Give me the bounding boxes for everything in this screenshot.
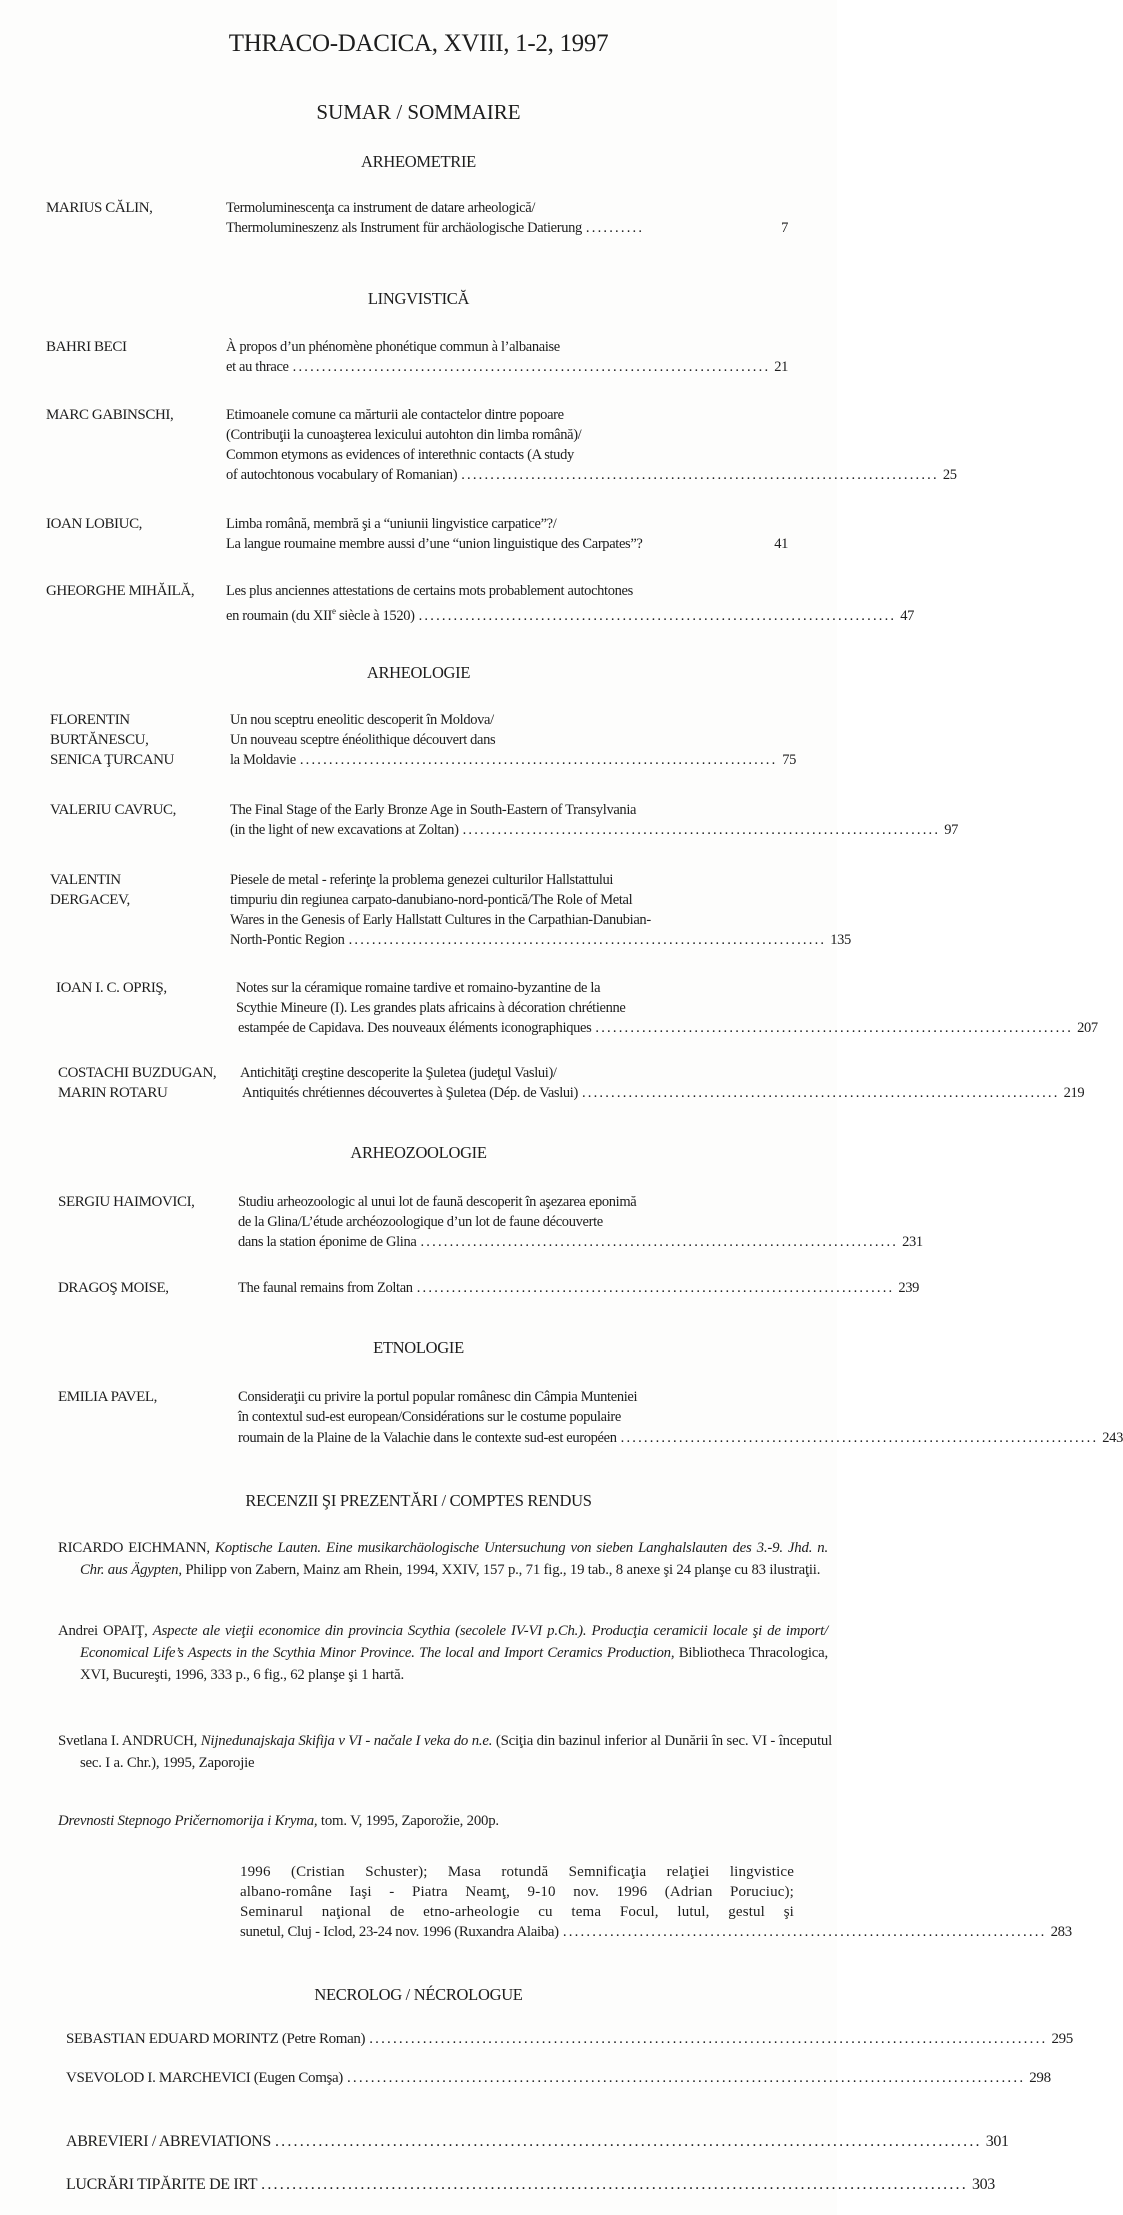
- entry-title-line: Un nou sceptru eneolitic descoperit în Moldova/: [230, 712, 494, 728]
- page-number: 301: [985, 2133, 1009, 2150]
- obituary-title: VSEVOLOD I. MARCHEVICI (Eugen Comşa): [66, 2070, 343, 2086]
- review-title: Drevnosti Stepnogo Pričernomorija i Kryma,: [58, 1813, 318, 1829]
- entry-title-line: roumain de la Plaine de la Valachie dans le contexte sud-est européen: [238, 1430, 617, 1446]
- entry-author: DRAGOŞ MOISE,: [58, 1280, 169, 1296]
- entry-author: SERGIU HAIMOVICI,: [58, 1194, 195, 1210]
- entry-title-line: Notes sur la céramique romaine tardive et romaino-byzantine de la: [236, 980, 601, 996]
- page-number: 21: [774, 359, 789, 375]
- review-entry[interactable]: [58, 1620, 828, 1686]
- entry-title-line: Les plus anciennes attestations de certains mots probablement autochtones: [226, 583, 633, 599]
- dot-leader: ..........: [585, 220, 645, 236]
- entry-author: COSTACHI BUZDUGAN,: [58, 1065, 217, 1081]
- continuation-line: 1996 (Cristian Schuster); Masa rotundă Semnificaţia relaţiei lingvistice: [240, 1864, 794, 1880]
- page-number: 25: [942, 467, 957, 483]
- page-number: 219: [1063, 1085, 1085, 1101]
- page-number: 303: [971, 2176, 995, 2193]
- section-heading-recenzii: RECENZII ŞI PREZENTĂRI / COMPTES RENDUS: [245, 1491, 592, 1510]
- entry-title-line: Limba română, membră şi a “uniunii lingvistice carpatice”?/: [226, 516, 557, 532]
- entry-title-last-line: [238, 1278, 920, 1298]
- page-number: 75: [782, 752, 796, 768]
- entry-title-line: Termoluminescenţa ca instrument de datare arheologică/: [226, 200, 536, 216]
- entry-title-line: Common etymons as evidences of interethnic contacts (A study: [226, 447, 574, 463]
- entry-title-line: dans la station éponime de Glina: [238, 1234, 417, 1250]
- entry-title-last-line: [226, 357, 788, 377]
- continuation-line: Seminarul naţional de etno-arheologie cu tema Focul, lutul, gestul şi: [240, 1904, 794, 1920]
- back-matter-entry[interactable]: [66, 2132, 1009, 2152]
- entry-author: BAHRI BECI: [46, 339, 127, 355]
- entry-author: VALENTIN: [50, 872, 121, 888]
- review-entry[interactable]: [58, 1810, 499, 1832]
- journal-title: THRACO-DACICA, XVIII, 1-2, 1997: [228, 30, 609, 57]
- review-title: Koptische Lauten. Eine musikarchäologische Untersuchung von sieben Langhalslauten des 3.-9. Jhd. n. Chr. aus Ägypten,: [80, 1540, 828, 1578]
- review-details: Philipp von Zabern, Mainz am Rhein, 1994, XXIV, 157 p., 71 fig., 19 tab., 8 anexe şi 24 planşe cu 83 ilustraţii.: [181, 1562, 821, 1578]
- entry-title-line: Etimoanele comune ca mărturii ale contactelor dintre popoare: [226, 407, 564, 423]
- dot-leader: ..................................................................................: [562, 1924, 1047, 1940]
- entry-title-last-line: [238, 1232, 923, 1252]
- entry-title-line: de la Glina/L’étude archéozoologique d’un lot de faune découverte: [238, 1214, 603, 1230]
- superscript: e: [332, 606, 336, 616]
- entry-title-last-line: [238, 1428, 1123, 1448]
- section-heading-lingvistica: LINGVISTICĂ: [367, 289, 470, 308]
- text-run: en roumain (du XII: [226, 608, 333, 624]
- entry-title-line: la Moldavie: [230, 752, 296, 768]
- entry-author: VALERIU CAVRUC,: [50, 802, 176, 818]
- review-title: Aspecte ale vieţii economice din provincia Scythia (secolele IV-VI p.Ch.). Producţia ceramicii locale şi de import/ Economical Life’s Aspects in the Scythia Minor Province. The local and Import Ceramics Production,: [80, 1623, 828, 1661]
- entry-title-line: The faunal remains from Zoltan: [238, 1280, 413, 1296]
- page-number: 295: [1051, 2031, 1073, 2047]
- entry-author: BURTĂNESCU,: [50, 732, 149, 748]
- page-number: 41: [774, 536, 788, 552]
- dot-leader: ..................................................................................: [620, 1430, 1099, 1446]
- entry-title-last-line: [242, 1083, 1085, 1103]
- text-run: siècle à 1520): [335, 608, 415, 624]
- entry-title-line: Scythie Mineure (I). Les grandes plats africains à décoration chrétienne: [236, 1000, 626, 1016]
- section-heading-arheozoologie: ARHEOZOOLOGIE: [350, 1143, 487, 1162]
- section-heading-necrolog: NECROLOG / NÉCROLOGUE: [314, 1985, 523, 2004]
- review-author: RICARDO EICHMANN,: [58, 1540, 216, 1556]
- review-author: Andrei OPAIŢ,: [58, 1623, 153, 1639]
- page-number: 47: [900, 608, 915, 624]
- back-matter-entry[interactable]: [66, 2175, 995, 2195]
- dot-leader: ..................................................................................................................: [369, 2031, 1048, 2047]
- entry-title-last-line: [230, 930, 851, 950]
- entry-title-line: Wares in the Genesis of Early Hallstatt Cultures in the Carpathian-Danubian-: [230, 912, 651, 928]
- review-entry[interactable]: [58, 1730, 832, 1774]
- entry-author: MARIUS CĂLIN,: [46, 200, 153, 216]
- dot-leader: ..................................................................................: [420, 1234, 899, 1250]
- dot-leader: ..................................................................................: [462, 822, 941, 838]
- entry-title-last-line: [226, 601, 915, 626]
- entry-author: MARC GABINSCHI,: [46, 407, 174, 423]
- entry-title-line: Un nouveau sceptre énéolithique découvert dans: [230, 732, 496, 748]
- page-number: 207: [1077, 1020, 1098, 1036]
- obituary-entry[interactable]: [66, 2068, 1051, 2088]
- entry-title-line: Piesele de metal - referinţe la problema genezei culturilor Hallstattului: [230, 872, 614, 888]
- entry-title-line: (Contribuţii la cunoaşterea lexicului autohton din limba română)/: [226, 427, 582, 443]
- entry-title-line: et au thrace: [226, 359, 289, 375]
- entry-title-last-line: [230, 820, 959, 840]
- entry-title-line: La langue roumaine membre aussi d’une “union linguistique des Carpates”?: [226, 536, 643, 552]
- back-matter-title: ABREVIERI / ABREVIATIONS: [66, 2133, 271, 2150]
- dot-leader: ..................................................................................................................: [346, 2070, 1026, 2086]
- dot-leader: ..................................................................................: [461, 467, 939, 483]
- entry-author: MARIN ROTARU: [58, 1085, 168, 1101]
- entry-title-line: timpuriu din regiunea carpato-danubiano-nord-pontică/The Role of Metal: [230, 892, 633, 908]
- section-heading-etnologie: ETNOLOGIE: [373, 1338, 464, 1357]
- entry-title-line: Antichităţi creştine descoperite la Şuletea (judeţul Vaslui)/: [240, 1065, 557, 1081]
- obituary-title: SEBASTIAN EDUARD MORINTZ (Petre Roman): [66, 2031, 366, 2047]
- entry-author: IOAN LOBIUC,: [46, 516, 143, 532]
- dot-leader: ..................................................................................................................: [274, 2133, 982, 2150]
- continuation-line: albano-române Iaşi - Piatra Neamţ, 9-10 nov. 1996 (Adrian Poruciuc);: [240, 1884, 794, 1900]
- entry-title-last-line: [238, 1018, 1098, 1038]
- entry-title-last-line: [226, 534, 788, 554]
- entry-title-last-line: [226, 465, 957, 485]
- entry-title-line: în contextul sud-est european/Considérations sur le costume populaire: [238, 1409, 621, 1425]
- entry-author: IOAN I. C. OPRIŞ,: [56, 980, 167, 996]
- dot-leader: ..................................................................................................................: [261, 2176, 968, 2193]
- obituary-entry[interactable]: [66, 2029, 1073, 2049]
- page-number: 239: [898, 1280, 920, 1296]
- page-number: 135: [830, 932, 851, 948]
- entry-title-line: (in the light of new excavations at Zoltan): [230, 822, 459, 838]
- page-number: 231: [902, 1234, 923, 1250]
- entry-title-line: À propos d’un phénomène phonétique commun à l’albanaise: [226, 339, 560, 355]
- dot-leader: ..................................................................................: [348, 932, 827, 948]
- entry-author: SENICA ŢURCANU: [50, 752, 174, 768]
- entry-title-line: estampée de Capidava. Des nouveaux éléments iconographiques: [238, 1020, 592, 1036]
- entry-title-line: Consideraţii cu privire la portul popular românesc din Câmpia Munteniei: [238, 1389, 638, 1405]
- page-number: 283: [1050, 1924, 1072, 1940]
- entry-title-line: [226, 601, 415, 626]
- review-details: tom. V, 1995, Zaporožie, 200p.: [317, 1813, 499, 1829]
- dot-leader: ..................................................................................: [581, 1085, 1060, 1101]
- dot-leader: ..................................................................................: [418, 608, 897, 624]
- section-heading-arheometrie: ARHEOMETRIE: [361, 152, 476, 171]
- page-number: 7: [781, 220, 788, 236]
- entry-title-line: Antiquités chrétiennes découvertes à Şuletea (Dép. de Vaslui): [242, 1085, 578, 1101]
- review-author: Svetlana I. ANDRUCH,: [58, 1733, 201, 1749]
- contents-title: SUMAR / SOMMAIRE: [316, 100, 521, 124]
- dot-leader: ..................................................................................: [595, 1020, 1074, 1036]
- entry-author: FLORENTIN: [50, 712, 130, 728]
- review-title: Nijnedunajskaja Skifija v VI - načale I veka do n.e.: [200, 1733, 493, 1749]
- continuation-last-line: [240, 1922, 1072, 1942]
- entry-author: DERGACEV,: [50, 892, 130, 908]
- entry-author: EMILIA PAVEL,: [58, 1389, 157, 1405]
- entry-title-line: North-Pontic Region: [230, 932, 345, 948]
- entry-title-line: of autochtonous vocabulary of Romanian): [226, 467, 458, 483]
- page-number: 243: [1102, 1430, 1123, 1446]
- dot-leader: ..................................................................................: [292, 359, 771, 375]
- review-details: (Sciţia din bazinul inferior al Dunării în sec. VI - începutul sec. I a. Chr.), 1995, Zaporojie: [80, 1733, 832, 1771]
- entry-title-line: Thermolumineszenz als Instrument für archäologische Datierung: [226, 220, 582, 236]
- dot-leader: ..................................................................................: [416, 1280, 895, 1296]
- back-matter-title: LUCRĂRI TIPĂRITE DE IRT: [66, 2176, 258, 2193]
- entry-title-line: Studiu arheozoologic al unui lot de faună descoperit în aşezarea eponimă: [238, 1194, 637, 1210]
- page-number: 97: [944, 822, 959, 838]
- review-entry[interactable]: [58, 1537, 828, 1581]
- continuation-block: [240, 1862, 1072, 1962]
- review-details: Bibliotheca Thracologica, XVI, Bucureşti, 1996, 333 p., 6 fig., 62 planşe şi 1 hartă.: [80, 1645, 828, 1683]
- dot-leader: ..................................................................................: [299, 752, 778, 768]
- entry-title-last-line: [226, 218, 788, 238]
- entry-title-line: The Final Stage of the Early Bronze Age in South-Eastern of Transylvania: [230, 802, 637, 818]
- continuation-line: sunetul, Cluj - Iclod, 23-24 nov. 1996 (Ruxandra Alaiba): [240, 1924, 559, 1940]
- section-heading-arheologie: ARHEOLOGIE: [366, 663, 471, 682]
- page-number: 298: [1029, 2070, 1051, 2086]
- entry-title-last-line: [230, 750, 796, 770]
- entry-author: GHEORGHE MIHĂILĂ,: [46, 583, 195, 599]
